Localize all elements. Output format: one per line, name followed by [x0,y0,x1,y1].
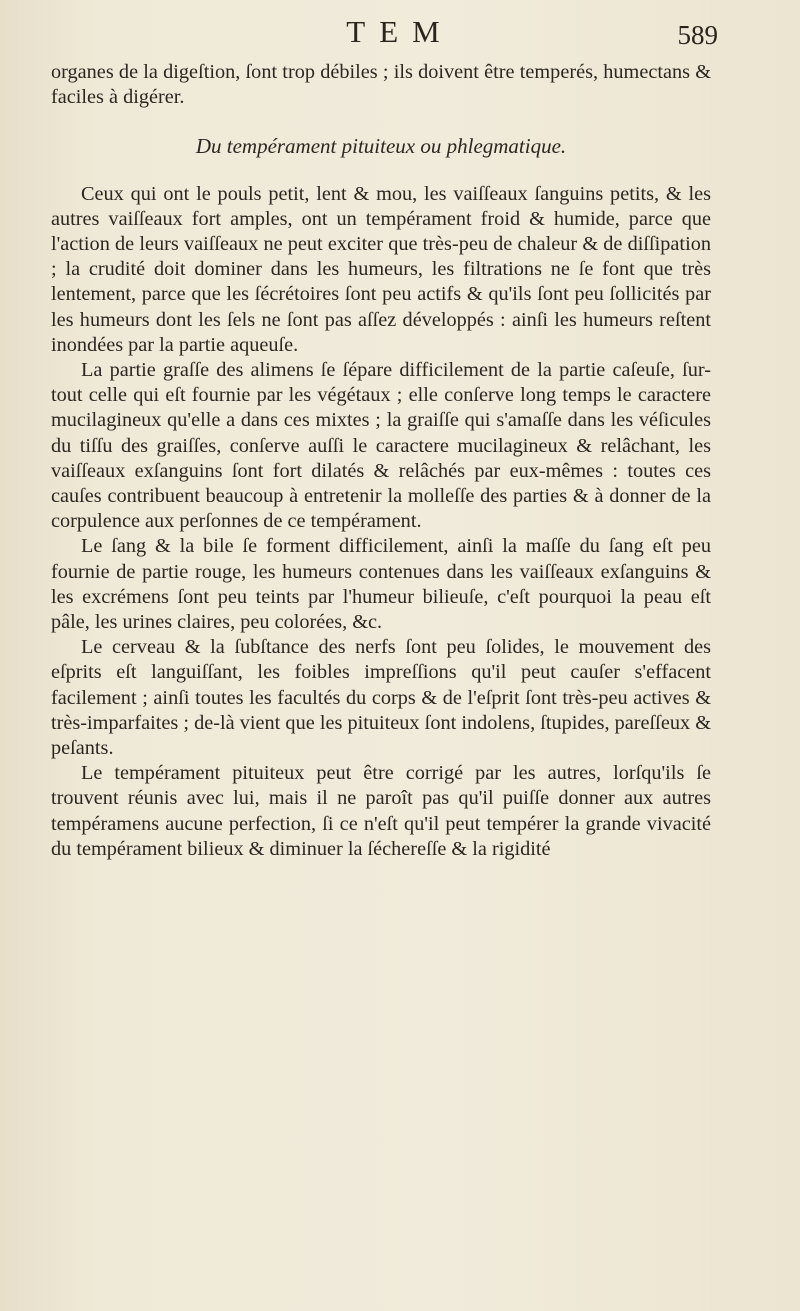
page-number: 589 [677,20,718,50]
paragraph-3: Le ſang & la bile ſe forment difficilement, ainſi la maſſe du ſang eſt peu fournie de partie rouge, les humeurs contenues dans les vaiſſeaux exſanguins & les excrémens ſont peu teints par l'humeur bilieuſe, c'eſt pourquoi la peau eſt pâle, les urines claires, peu colorées, &c. [51,535,711,634]
paragraph-4: Le cerveau & la ſubſtance des nerfs ſont peu ſolides, le mouvement des eſprits eſt languiſſant, les foibles impreſſions qu'il peut cauſer s'effacent facilement ; ainſi toutes les facultés du corps & de l'eſprit ſont très-peu actives & très-imparfaites ; de-là vient que les pituiteux ſont indolens, ſtupides, pareſſeux & peſants. [51,636,711,760]
section-heading: Du tempérament pituiteux ou phlegmatique. [195,134,567,159]
paragraph-2: La partie graſſe des alimens ſe ſépare difficilement de la partie caſeuſe, ſur-tout celle qui eſt fournie par les végétaux ; elle conſerve long temps le caractere mucilagineux qu'elle a dans ces mixtes ; la graiſſe qui s'amaſſe dans les véſicules du tiſſu des graiſſes, conſerve auſſi le caractere mucilagineux & relâchant, les vaiſſeaux exſanguins ſont fort dilatés & relâchés par eux-mêmes : toutes ces cauſes contribuent beaucoup à entretenir la molleſſe des parties & à donner de la corpulence aux perſonnes de ce tempérament. [51,359,711,533]
paragraph-1: Ceux qui ont le pouls petit, lent & mou, les vaiſſeaux ſanguins petits, & les autres vaiſſeaux fort amples, ont un tempérament froid & humide, parce que l'action de leurs vaiſſeaux ne peut exciter que très-peu de chaleur & de diſſipation ; la crudité doit dominer dans les humeurs, les filtrations ne ſe font que très lentement, parce que les ſécrétoires ſont peu actifs & qu'ils ſont peu ſollicités par les humeurs dont les ſels ne ſont pas aſſez développés : ainſi les humeurs reſtent inondées par la partie aqueuſe. [51,182,711,356]
page-header [0,14,800,54]
running-head: TEM [346,14,454,49]
paragraph-5: Le tempérament pituiteux peut être corrigé par les autres, lorſqu'ils ſe trouvent réunis avec lui, mais il ne paroît pas qu'il puiſſe donner aux autres tempéramens aucune perfection, ſi ce n'eſt qu'il peut tempérer la grande vivacité du tempérament bilieux & diminuer la ſéchereſſe & la rigidité [51,762,711,860]
body-text [51,60,711,862]
continuation-paragraph: organes de la digeſtion, ſont trop débiles ; ils doivent être temperés, humectans & faciles à digérer. [51,61,711,109]
